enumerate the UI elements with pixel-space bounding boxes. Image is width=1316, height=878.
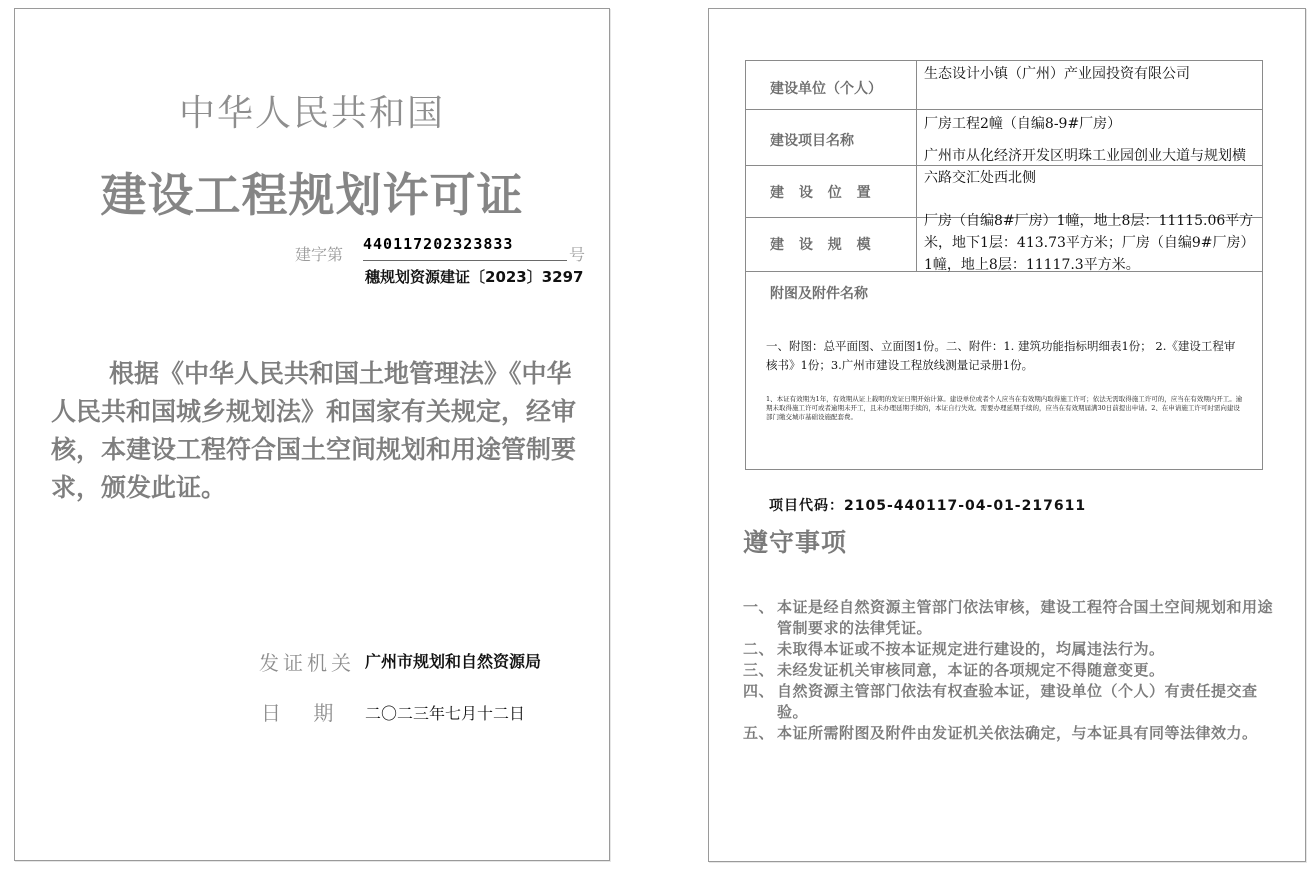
attachments-text: 一、附图：总平面图、立面图1份。二、附件：1. 建筑功能指标明细表1份； 2.《建设工程审核书》1份；3.广州市建设工程放线测量记录册1份。 bbox=[766, 339, 1236, 372]
note-text: 本证所需附图及附件由发证机关依法确定，与本证具有同等法律效力。 bbox=[777, 724, 1258, 742]
row-label-location: 建 设 位 置 bbox=[770, 185, 876, 201]
note-item bbox=[743, 639, 1283, 660]
project-info-table bbox=[745, 60, 1263, 470]
issue-date: 二〇二三年七月十二日 bbox=[365, 704, 526, 723]
row-label-applicant: 建设单位（个人） bbox=[770, 81, 882, 97]
serial-suffix: 号 bbox=[569, 245, 586, 264]
row-value-location: 广州市从化经济开发区明珠工业园创业大道与规划横六路交汇处西北侧 bbox=[924, 148, 1246, 186]
note-number: 一、 bbox=[743, 598, 775, 616]
note-text: 未取得本证或不按本证规定进行建设的，均属违法行为。 bbox=[777, 640, 1165, 658]
note-text: 自然资源主管部门依法有权查验本证，建设单位（个人）有责任提交查验。 bbox=[777, 682, 1258, 721]
note-item bbox=[743, 681, 1283, 723]
serial-number: 440117202323833 bbox=[363, 235, 514, 253]
issuer-value: 广州市规划和自然资源局 bbox=[365, 652, 542, 671]
note-text: 本证是经自然资源主管部门依法审核，建设工程符合国土空间规划和用途管制要求的法律凭证。 bbox=[777, 598, 1274, 637]
legal-basis-text: 根据《中华人民共和国土地管理法》《中华人民共和国城乡规划法》和国家有关规定，经审核，本建设工程符合国土空间规划和用途管制要求，颁发此证。 bbox=[51, 359, 577, 502]
reference-code: 穗规划资源建证〔2023〕3297 bbox=[365, 268, 584, 286]
table-row-divider bbox=[746, 109, 1262, 110]
validity-fine-print: 1、本证有效期为1年，有效期从证上载明的发证日期开始计算。建设单位或者个人应当在有效期内取得施工许可；依法无需取得施工许可的，应当在有效期内开工。逾期未取得施工许可或者逾期未开工，且未办理延期手续的，本证自行失效。需要办理延期手续的，应当在有效期届满30日前提出申请。2、在申请施工许可时需向建设部门缴交城市基础设施配套费。 bbox=[766, 395, 1243, 421]
notes-list bbox=[743, 597, 1283, 744]
note-item bbox=[743, 660, 1283, 681]
row-label-scale: 建 设 规 模 bbox=[770, 237, 876, 253]
serial-underline bbox=[363, 260, 567, 261]
note-number: 三、 bbox=[743, 661, 775, 679]
table-column-divider bbox=[916, 61, 917, 271]
issuer-label: 发证机关 bbox=[259, 651, 355, 675]
note-item bbox=[743, 597, 1283, 639]
row-value-project-name: 厂房工程2幢（自编8-9#厂房） bbox=[924, 116, 1122, 132]
note-number: 五、 bbox=[743, 724, 775, 742]
attachments-label: 附图及附件名称 bbox=[770, 286, 868, 302]
row-value-scale: 厂房（自编8#厂房）1幢，地上8层：11115.06平方米，地下1层：413.73平方米；厂房（自编9#厂房）1幢，地上8层：11117.3平方米。 bbox=[924, 213, 1255, 273]
row-value-applicant: 生态设计小镇（广州）产业园投资有限公司 bbox=[924, 66, 1190, 82]
certificate-back-page bbox=[708, 8, 1306, 862]
note-text: 未经发证机关审核同意，本证的各项规定不得随意变更。 bbox=[777, 661, 1165, 679]
country-name: 中华人民共和国 bbox=[178, 93, 445, 134]
note-number: 二、 bbox=[743, 640, 775, 658]
serial-label: 建字第 bbox=[295, 245, 344, 264]
note-number: 四、 bbox=[743, 682, 775, 700]
certificate-title: 建设工程规划许可证 bbox=[100, 168, 524, 222]
certificate-front-page bbox=[14, 8, 610, 861]
note-item bbox=[743, 723, 1283, 744]
date-label: 日 期 bbox=[261, 701, 334, 725]
row-label-project-name: 建设项目名称 bbox=[770, 133, 854, 149]
project-code: 项目代码：2105-440117-04-01-217611 bbox=[769, 498, 1087, 514]
notes-title: 遵守事项 bbox=[743, 528, 848, 557]
